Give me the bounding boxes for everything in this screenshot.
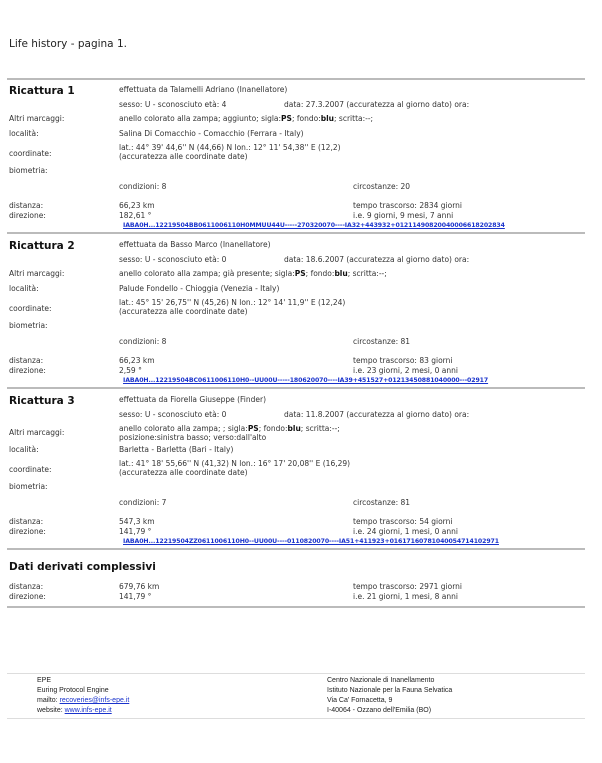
distanza-value: 547,3 km	[119, 517, 155, 526]
altri-marcaggi-value	[119, 424, 340, 433]
derived-distanza-label: distanza:	[9, 582, 44, 591]
altri-text: ; fondo:	[305, 269, 335, 278]
coordinate-accuracy: (accuratezza alle coordinate date)	[119, 307, 248, 316]
footer-istituto: Istituto Nazionale per la Fauna Selvatica	[327, 687, 453, 694]
distanza-label: distanza:	[9, 201, 44, 210]
altri-text: anello colorato alla zampa; aggiunto; sigla:	[119, 114, 282, 123]
direzione-label: direzione:	[9, 211, 46, 220]
recapture-sesso: sesso: U - sconosciuto età: 0	[119, 410, 227, 419]
tempo-trascorso: tempo trascorso: 2834 giorni	[353, 201, 463, 210]
recapture-data: data: 11.8.2007 (accuratezza al giorno dato) ora:	[284, 410, 470, 419]
footer-mail-link[interactable]: recoveries@infs-epe.it	[59, 697, 130, 704]
recapture-by: effettuata da Basso Marco (Inanellatore)	[119, 240, 271, 249]
direzione-value: 2,59 °	[119, 366, 142, 375]
altri-text: anello colorato alla zampa; già presente; sigla:	[119, 269, 295, 278]
footer-right	[327, 676, 452, 716]
condizioni-value: condizioni: 8	[119, 182, 167, 191]
euring-code-link[interactable]: IABA0H...12219504BC0611006110H0--UU00U-----180620070----IA39+451527+01213450881040000---02917	[123, 377, 489, 384]
distanza-value: 66,23 km	[119, 201, 155, 210]
biometria-label: biometria:	[9, 321, 48, 330]
footer-mail-row	[37, 696, 129, 706]
footer-mail-label: mailto:	[37, 697, 60, 704]
fondo-value: blu	[320, 114, 335, 123]
page-title: Life history - pagina 1.	[9, 38, 127, 50]
footer-divider-bottom	[7, 718, 585, 719]
altri-text: ; fondo:	[258, 424, 288, 433]
divider	[7, 78, 585, 80]
tempo-ie: i.e. 9 giorni, 9 mesi, 7 anni	[353, 211, 454, 220]
sigla-value: PS	[294, 269, 306, 278]
recapture-data: data: 18.6.2007 (accuratezza al giorno dato) ora:	[284, 255, 470, 264]
divider	[7, 606, 585, 608]
coordinate-accuracy: (accuratezza alle coordinate date)	[119, 468, 248, 477]
derived-ie: i.e. 21 giorni, 1 mesi, 8 anni	[353, 592, 458, 601]
localita-label: località:	[9, 445, 39, 454]
divider	[7, 232, 585, 234]
footer-divider-top	[7, 673, 585, 674]
euring-code-link[interactable]: IABA0H...12219504BB0611006110H0MMUU44U-----270320070----IA32+443932+01211490820040006618202834	[123, 222, 505, 229]
localita-value: Palude Fondello - Chioggia (Venezia - Italy)	[119, 284, 280, 293]
coordinate-value: lat.: 45° 15' 26,75'' N (45,26) N lon.: 12° 14' 11,9'' E (12,24)	[119, 298, 346, 307]
direzione-value: 141,79 °	[119, 527, 152, 536]
recapture-title: Ricattura 3	[9, 395, 75, 407]
footer-engine: Euring Protocol Engine	[37, 687, 109, 694]
footer-left	[37, 676, 129, 716]
tempo-trascorso: tempo trascorso: 54 giorni	[353, 517, 453, 526]
footer-web-label: website:	[37, 707, 65, 714]
distanza-label: distanza:	[9, 517, 44, 526]
recapture-by: effettuata da Talamelli Adriano (Inanellatore)	[119, 85, 288, 94]
altri-marcaggi-line2: posizione:sinistra basso; verso:dall'alto	[119, 433, 267, 442]
direzione-label: direzione:	[9, 527, 46, 536]
condizioni-value: condizioni: 8	[119, 337, 167, 346]
coordinate-accuracy: (accuratezza alle coordinate date)	[119, 152, 248, 161]
footer-epe: EPE	[37, 677, 52, 684]
derived-direzione-value: 141,79 °	[119, 592, 152, 601]
altri-text: ; scritta:--;	[300, 424, 340, 433]
coordinate-value: lat.: 41° 18' 55,66'' N (41,32) N lon.: 16° 17' 20,08'' E (16,29)	[119, 459, 351, 468]
altri-marcaggi-value	[119, 114, 373, 123]
altri-text: ; scritta:--;	[347, 269, 387, 278]
altri-text: ; scritta:--;	[334, 114, 374, 123]
footer-address: Via Ca' Fornacetta, 9	[327, 697, 393, 704]
footer-centro: Centro Nazionale di Inanellamento	[327, 677, 435, 684]
tempo-ie: i.e. 23 giorni, 2 mesi, 0 anni	[353, 366, 458, 375]
condizioni-value: condizioni: 7	[119, 498, 167, 507]
sigla-value: PS	[247, 424, 259, 433]
tempo-trascorso: tempo trascorso: 83 giorni	[353, 356, 453, 365]
biometria-label: biometria:	[9, 482, 48, 491]
altri-marcaggi-value	[119, 269, 387, 278]
fondo-value: blu	[287, 424, 301, 433]
altri-marcaggi-label: Altri marcaggi:	[9, 428, 65, 437]
coordinate-label: coordinate:	[9, 304, 52, 313]
localita-label: località:	[9, 284, 39, 293]
altri-text: ; fondo:	[291, 114, 321, 123]
recapture-by: effettuata da Fiorella Giuseppe (Finder)	[119, 395, 267, 404]
tempo-ie: i.e. 24 giorni, 1 mesi, 0 anni	[353, 527, 458, 536]
sigla-value: PS	[281, 114, 292, 123]
derived-title: Dati derivati complessivi	[9, 561, 156, 573]
footer-city: I-40064 - Ozzano dell'Emilia (BO)	[327, 707, 432, 714]
altri-marcaggi-label: Altri marcaggi:	[9, 114, 65, 123]
localita-value: Barletta - Barletta (Bari - Italy)	[119, 445, 234, 454]
altri-text: anello colorato alla zampa; ; sigla:	[119, 424, 248, 433]
direzione-value: 182,61 °	[119, 211, 152, 220]
circostanze-value: circostanze: 81	[353, 498, 411, 507]
circostanze-value: circostanze: 20	[353, 182, 411, 191]
recapture-title: Ricattura 1	[9, 85, 75, 97]
euring-code-link[interactable]: IABA0H...12219504ZZ0611006110H0--UU00U----0110820070----IA51+411923+01617160781040054714102971	[123, 538, 499, 545]
localita-label: località:	[9, 129, 39, 138]
coordinate-value: lat.: 44° 39' 44,6'' N (44,66) N lon.: 12° 11' 54,38'' E (12,2)	[119, 143, 341, 152]
recapture-sesso: sesso: U - sconosciuto età: 0	[119, 255, 227, 264]
distanza-value: 66,23 km	[119, 356, 155, 365]
footer-web-link[interactable]: www.infs-epe.it	[64, 707, 112, 714]
derived-tempo: tempo trascorso: 2971 giorni	[353, 582, 463, 591]
coordinate-label: coordinate:	[9, 149, 52, 158]
distanza-label: distanza:	[9, 356, 44, 365]
divider	[7, 387, 585, 389]
derived-direzione-label: direzione:	[9, 592, 46, 601]
recapture-title: Ricattura 2	[9, 240, 75, 252]
circostanze-value: circostanze: 81	[353, 337, 411, 346]
recapture-sesso: sesso: U - sconosciuto età: 4	[119, 100, 227, 109]
altri-marcaggi-label: Altri marcaggi:	[9, 269, 65, 278]
recapture-data: data: 27.3.2007 (accuratezza al giorno dato) ora:	[284, 100, 470, 109]
derived-distanza-value: 679,76 km	[119, 582, 160, 591]
divider	[7, 548, 585, 550]
localita-value: Salina Di Comacchio - Comacchio (Ferrara - Italy)	[119, 129, 304, 138]
direzione-label: direzione:	[9, 366, 46, 375]
fondo-value: blu	[334, 269, 348, 278]
coordinate-label: coordinate:	[9, 465, 52, 474]
footer-web-row	[37, 706, 129, 716]
biometria-label: biometria:	[9, 166, 48, 175]
